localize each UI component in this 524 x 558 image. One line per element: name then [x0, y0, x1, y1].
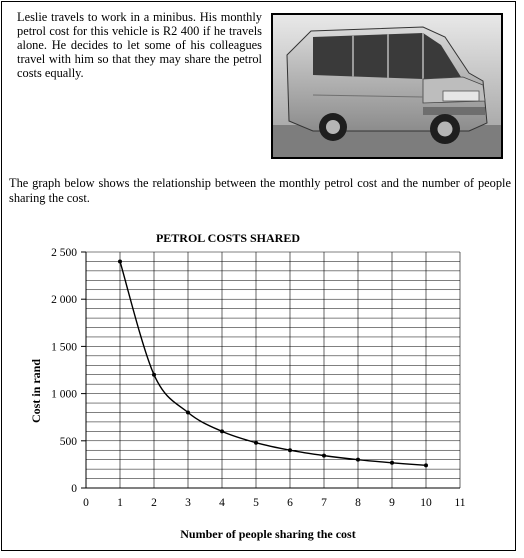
data-point: [288, 448, 292, 452]
x-tick-label: 0: [83, 497, 89, 509]
chart-title: PETROL COSTS SHARED: [155, 231, 301, 245]
x-tick-label: 1: [117, 497, 123, 509]
x-tick-label: 5: [253, 497, 259, 509]
y-axis-label: Cost in rand: [29, 358, 43, 424]
y-tick-label: 2 500: [51, 247, 77, 259]
x-tick-label: 8: [355, 497, 361, 509]
y-tick-label: 2 000: [51, 294, 77, 307]
y-tick-labels: [51, 247, 86, 495]
x-axis-label: Number of people sharing the cost: [180, 527, 356, 541]
intro-paragraph: Leslie travels to work in a minibus. His monthly petrol cost for this vehicle is R2 400 if he travels alone. He decides to let some of his colleagues travel with him so that they may share the petrol costs equally.: [17, 10, 262, 80]
data-point: [254, 441, 258, 445]
y-tick-label: 0: [71, 483, 77, 495]
data-point: [220, 429, 224, 433]
data-point: [186, 410, 190, 414]
minor-grid: [86, 252, 460, 488]
data-point: [322, 454, 326, 458]
data-point: [118, 259, 122, 263]
x-tick-label: 9: [389, 497, 395, 509]
data-point: [424, 463, 428, 467]
data-point: [152, 373, 156, 377]
minibus-photo: [271, 13, 503, 159]
y-tick-label: 500: [59, 435, 77, 448]
x-tick-label: 10: [420, 497, 432, 509]
x-tick-label: 11: [454, 497, 466, 509]
petrol-cost-chart: [0, 220, 524, 550]
y-tick-label: 1 500: [51, 341, 77, 354]
x-tick-labels: [83, 497, 466, 509]
data-point: [356, 458, 360, 462]
data-points: [118, 259, 428, 467]
x-tick-label: 6: [287, 497, 293, 509]
major-grid: [86, 252, 460, 488]
x-tick-label: 3: [185, 497, 191, 509]
graph-description: The graph below shows the relationship between the monthly petrol cost and the number of people sharing the cost.: [9, 176, 511, 205]
x-tick-label: 4: [219, 497, 225, 509]
data-point: [390, 461, 394, 465]
x-tick-label: 7: [321, 497, 327, 509]
x-tick-label: 2: [151, 497, 157, 509]
cost-curve: [120, 261, 426, 465]
y-tick-label: 1 000: [51, 388, 77, 401]
minibus-illustration: [273, 15, 501, 157]
